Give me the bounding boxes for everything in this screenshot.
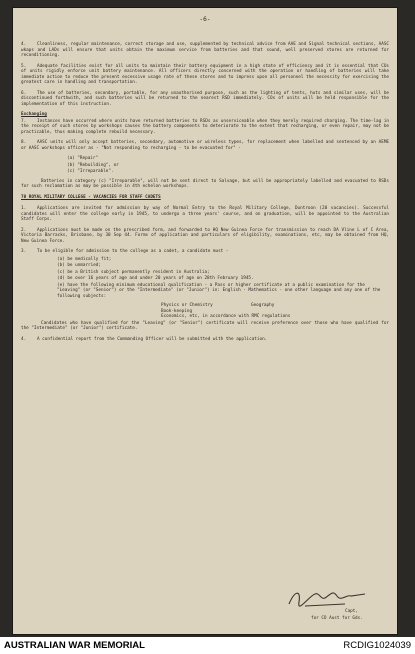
paragraph [21, 42, 389, 59]
paragraph-number: 5. [21, 63, 27, 69]
paragraph-number: 1. [21, 206, 27, 211]
paragraph-number: 3. [21, 249, 27, 254]
signature-rank: Capt, [345, 609, 358, 614]
list-eligibility [57, 257, 389, 300]
paragraph: Batteries in category (c) "Irreparable", will not be sent direct to Salvage, but will be appropriately labelled and evacuated to RSDs for such reclamation as may be possible in 4th echelon workshops. [21, 178, 389, 189]
paragraph [21, 228, 389, 245]
paragraph-text: Adequate facilities exist for all units to maintain their battery equipment in a high state of efficiency and it is essential that COs of units rigidly enforce unit battery maintenance. All officers directly concerned with the operation or handling of batteries will take immediate action to reduce the present excessive usage rate of these stores and to impress upon all personnel the necessity for exercising the greatest care in handling and transportation. [21, 63, 389, 85]
document-body [21, 42, 389, 347]
list-item: (a) "Repair" [67, 156, 99, 161]
list-item: (a) be medically fit; [57, 256, 112, 262]
document-page [13, 8, 397, 634]
paragraph [21, 91, 389, 108]
paragraph-text: Applications must be made on the prescribed form, and forwarded to HQ New Guinea Force for transmission to reach DA Vline L of C Area, Victoria Barracks, Brisbane, by 30 Sep 44. Forms of application and particulars of eligibility, examinations, etc, may be obtained from HQ, New Guinea Force. [21, 227, 389, 244]
paragraph-text: Applications are invited for admission by way of Normal Entry to the Royal Military College, Duntroon (20 vacancies). Successful candidates will enter the college early in 1945, to undergo a three years' course, and on graduation, will be appointed to the Australian Staff Corps. [21, 206, 389, 222]
list-item: (c) "Irreparable". [67, 169, 114, 174]
list-item: (c) be a British subject permanently resident in Australia; [57, 269, 210, 275]
list-item: (d) be over 16 years of age and under 20 years of age on 28th February 1945. [57, 276, 254, 281]
paragraph [21, 337, 389, 343]
paragraph [21, 249, 389, 255]
signature [285, 586, 385, 610]
paragraph-text: Cleanliness, regular maintenance, correct storage and use, supplemented by technical advice from AAE and Signal technical sections, AASC wkaps and LADs will ensure that units obtain the maximum service from batteries and that sound, well preserved stores are returned for reconditioning. [21, 42, 389, 58]
paragraph-number: 2. [21, 227, 27, 233]
list-categories [67, 156, 389, 175]
subheading-exchanging: Exchanging [21, 112, 47, 117]
paragraph [21, 206, 389, 223]
paragraph-text: To be eligible for admission to the college as a cadet, a candidate must - [37, 249, 229, 254]
archive-reference: RCDIG1024039 [343, 640, 411, 651]
subjects-list [161, 303, 389, 314]
paragraph-text: AASC units will only accept batteries, secondary, automotive or wireless types, for replacement when labelled and sentenced by an AEME or AASC workshops officer as - "Not responding to recharging - to be evacuated for" - [21, 140, 389, 151]
subject-item: Book-keeping [161, 308, 193, 314]
paragraph-text: Instances have occurred where units have returned batteries to RSDs as unserviceable when they merely required charging. The time-lag in the receipt of such stores by workshops causes the battery components to deteriorate to the extent that recharging, or even repair, may not be practicable, thus making complete rebuild necessary. [21, 118, 389, 135]
paragraph [21, 140, 389, 151]
list-item: (b) "Rebuilding", or [67, 162, 119, 168]
paragraph-number: 4. [21, 42, 27, 47]
page-number: -6- [199, 16, 211, 23]
archive-footer [0, 637, 415, 654]
section-heading: 70 ROYAL MILITARY COLLEGE - VACANCIES FOR STAFF CADETS [21, 194, 161, 200]
paragraph [21, 64, 389, 86]
subject-item: Geography [251, 303, 275, 308]
paragraph-text: The use of batteries, secondary, portable, for any unauthorised purpose, such as the lighting of tents, huts and similar uses, will be discontinued forthwith, and such batteries will be returned to the nearest RSD immediately. COs of units will be held responsible for the implementation of this instruction. [21, 90, 389, 107]
subject-item: Economics, etc, in accordance with RMC regulations [161, 314, 291, 319]
paragraph-number: 8. [21, 140, 27, 145]
paragraph-number: 4. [21, 336, 27, 342]
subject-item: Physics or Chemistry [161, 303, 213, 308]
list-item: (e) have the following minimum educational qualification - a Pass or higher certificate at a public examination for the "Leaving" (or "Senior") or the "Intermediate" (or "Junior") in: English - Mathematics - one other language and any one of the following subjects: [57, 282, 381, 299]
paragraph-text: A confidential report from the Commanding Officer will be submitted with the application. [37, 336, 268, 342]
paragraph-number: 7. [21, 118, 27, 124]
paragraph [21, 119, 389, 136]
signature-appointment: for CO Aust for Gds. [311, 616, 363, 621]
paragraph-number: 6. [21, 90, 27, 96]
archive-name: AUSTRALIAN WAR MEMORIAL [4, 640, 145, 651]
list-item: (b) be unmarried; [57, 263, 101, 268]
paragraph: Candidates who have qualified for the "Leaving" (or "Senior") certificate will receive preference over those who have qualified for the "Intermediate" (or "Junior") certificate. [21, 320, 389, 331]
